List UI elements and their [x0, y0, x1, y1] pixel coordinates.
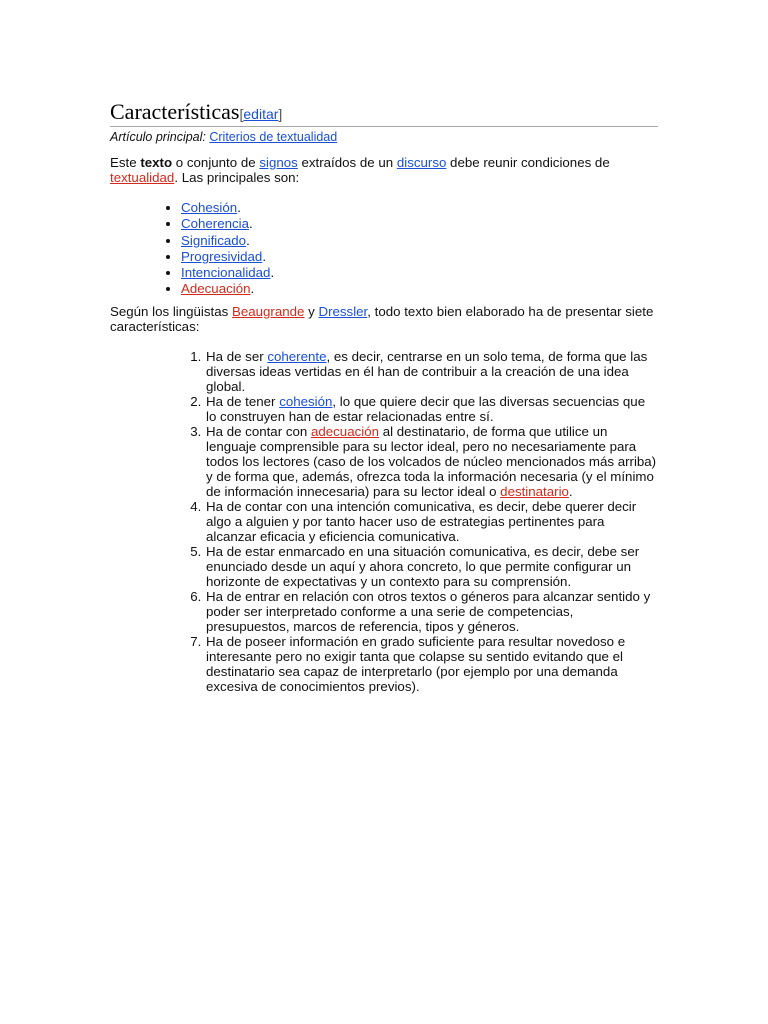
linguists-text: , todo texto bien elaborado ha de presentar siete características: [110, 303, 654, 334]
item-text: Ha de entrar en relación con otros textos o géneros para alcanzar sentido y poder ser interpretado conforme a una serie de competencias, presupuestos, marcos de referencia, tipos y géneros. [206, 588, 651, 634]
intro-bold-texto: texto [140, 155, 173, 170]
list-item [181, 249, 658, 265]
linguists-paragraph [110, 304, 658, 334]
item-text: Ha de poseer información en grado suficiente para resultar novedoso e interesante pero no exigir tanta que colapse su sentido evitando que el destinatario sea capaz de interpretarlo (por ejemplo por una demanda excesiva de conocimientos previos). [206, 633, 626, 694]
item-text: , es decir, centrarse en un solo tema, de forma que las diversas ideas vertidas en él han de contribuir a la creación de una idea global. [206, 348, 648, 394]
list-item [205, 349, 658, 394]
item-text: Ha de contar con [206, 423, 311, 439]
list-item [205, 589, 658, 634]
list-item [205, 634, 658, 694]
bullet-suffix: . [237, 200, 241, 215]
principal-conditions-list [110, 200, 658, 298]
linguists-text: y [304, 303, 319, 319]
intro-text: extraídos de un [297, 155, 397, 170]
bullet-suffix: . [270, 265, 275, 281]
item-text: Ha de ser [206, 348, 268, 364]
list-item [181, 216, 658, 232]
list-item [205, 544, 658, 589]
link-dressler[interactable]: Dressler [318, 303, 368, 319]
list-item [181, 281, 658, 297]
list-item [205, 424, 658, 499]
intro-paragraph [110, 155, 658, 185]
item-text: al destinatario, de forma que utilice un lenguaje comprensible para su lector ideal, pero no necesariamente para todos los lectores (caso de los volcados de núcleo mencionados más arriba) y de forma que, además, ofrezca toda la información necesaria (y el mínimo de información innecesaria) para su lector ideal o [206, 423, 657, 499]
bullet-suffix: . [246, 232, 250, 248]
item-link[interactable]: cohesión [279, 393, 333, 409]
bullet-link[interactable]: Progresividad [181, 248, 263, 264]
intro-text: . Las principales son: [174, 170, 300, 185]
list-item [205, 499, 658, 544]
list-item [181, 200, 658, 216]
main-article-link[interactable]: Criterios de textualidad [209, 130, 338, 144]
main-article-note [110, 130, 658, 145]
item-text: Ha de tener [206, 393, 280, 409]
edit-link[interactable]: editar [243, 106, 279, 122]
bullet-suffix: . [262, 248, 267, 264]
bullet-suffix: . [249, 216, 253, 232]
document-page [110, 100, 658, 694]
item-text: Ha de estar enmarcado en una situación comunicativa, es decir, debe ser enunciado desde un aquí y ahora concreto, lo que permite configurar un horizonte de expectativas y un contexto para su comprensión. [206, 543, 640, 589]
link-beaugrande[interactable]: Beaugrande [231, 303, 305, 319]
characteristics-list [110, 349, 658, 694]
bullet-link[interactable]: Coherencia [181, 216, 250, 232]
section-heading [110, 100, 658, 127]
item-text: . [568, 483, 573, 499]
bullet-suffix: . [250, 281, 255, 297]
item-link[interactable]: coherente [267, 348, 327, 364]
bullet-link[interactable]: Significado [181, 232, 247, 248]
link-textualidad[interactable]: textualidad [110, 170, 175, 185]
list-item [181, 265, 658, 281]
bullet-link[interactable]: Cohesión [181, 200, 238, 215]
main-article-label: Artículo principal: [110, 130, 206, 144]
intro-text: o conjunto de [172, 155, 260, 170]
bullet-link[interactable]: Adecuación [181, 281, 251, 297]
item-link[interactable]: destinatario [500, 483, 569, 499]
link-discurso[interactable]: discurso [396, 155, 447, 170]
link-signos[interactable]: signos [259, 155, 298, 170]
intro-text: Este [110, 155, 141, 170]
item-text: , lo que quiere decir que las diversas secuencias que lo construyen han de estar relacionadas entre sí. [206, 393, 646, 424]
list-item [205, 394, 658, 424]
linguists-text: Según los lingüistas [110, 303, 232, 319]
intro-text: debe reunir condiciones de [446, 155, 610, 170]
section-title: Características [110, 99, 240, 124]
bullet-link[interactable]: Intencionalidad [181, 265, 271, 281]
item-text: Ha de contar con una intención comunicativa, es decir, debe querer decir algo a alguien y por tanto hacer uso de estrategias pertinentes para alcanzar eficacia y eficiencia comunicativa. [206, 498, 637, 544]
edit-bracket-close: ] [278, 106, 283, 122]
edit-bracket-open: [ [239, 106, 244, 122]
list-item [181, 233, 658, 249]
item-link[interactable]: adecuación [310, 423, 379, 439]
